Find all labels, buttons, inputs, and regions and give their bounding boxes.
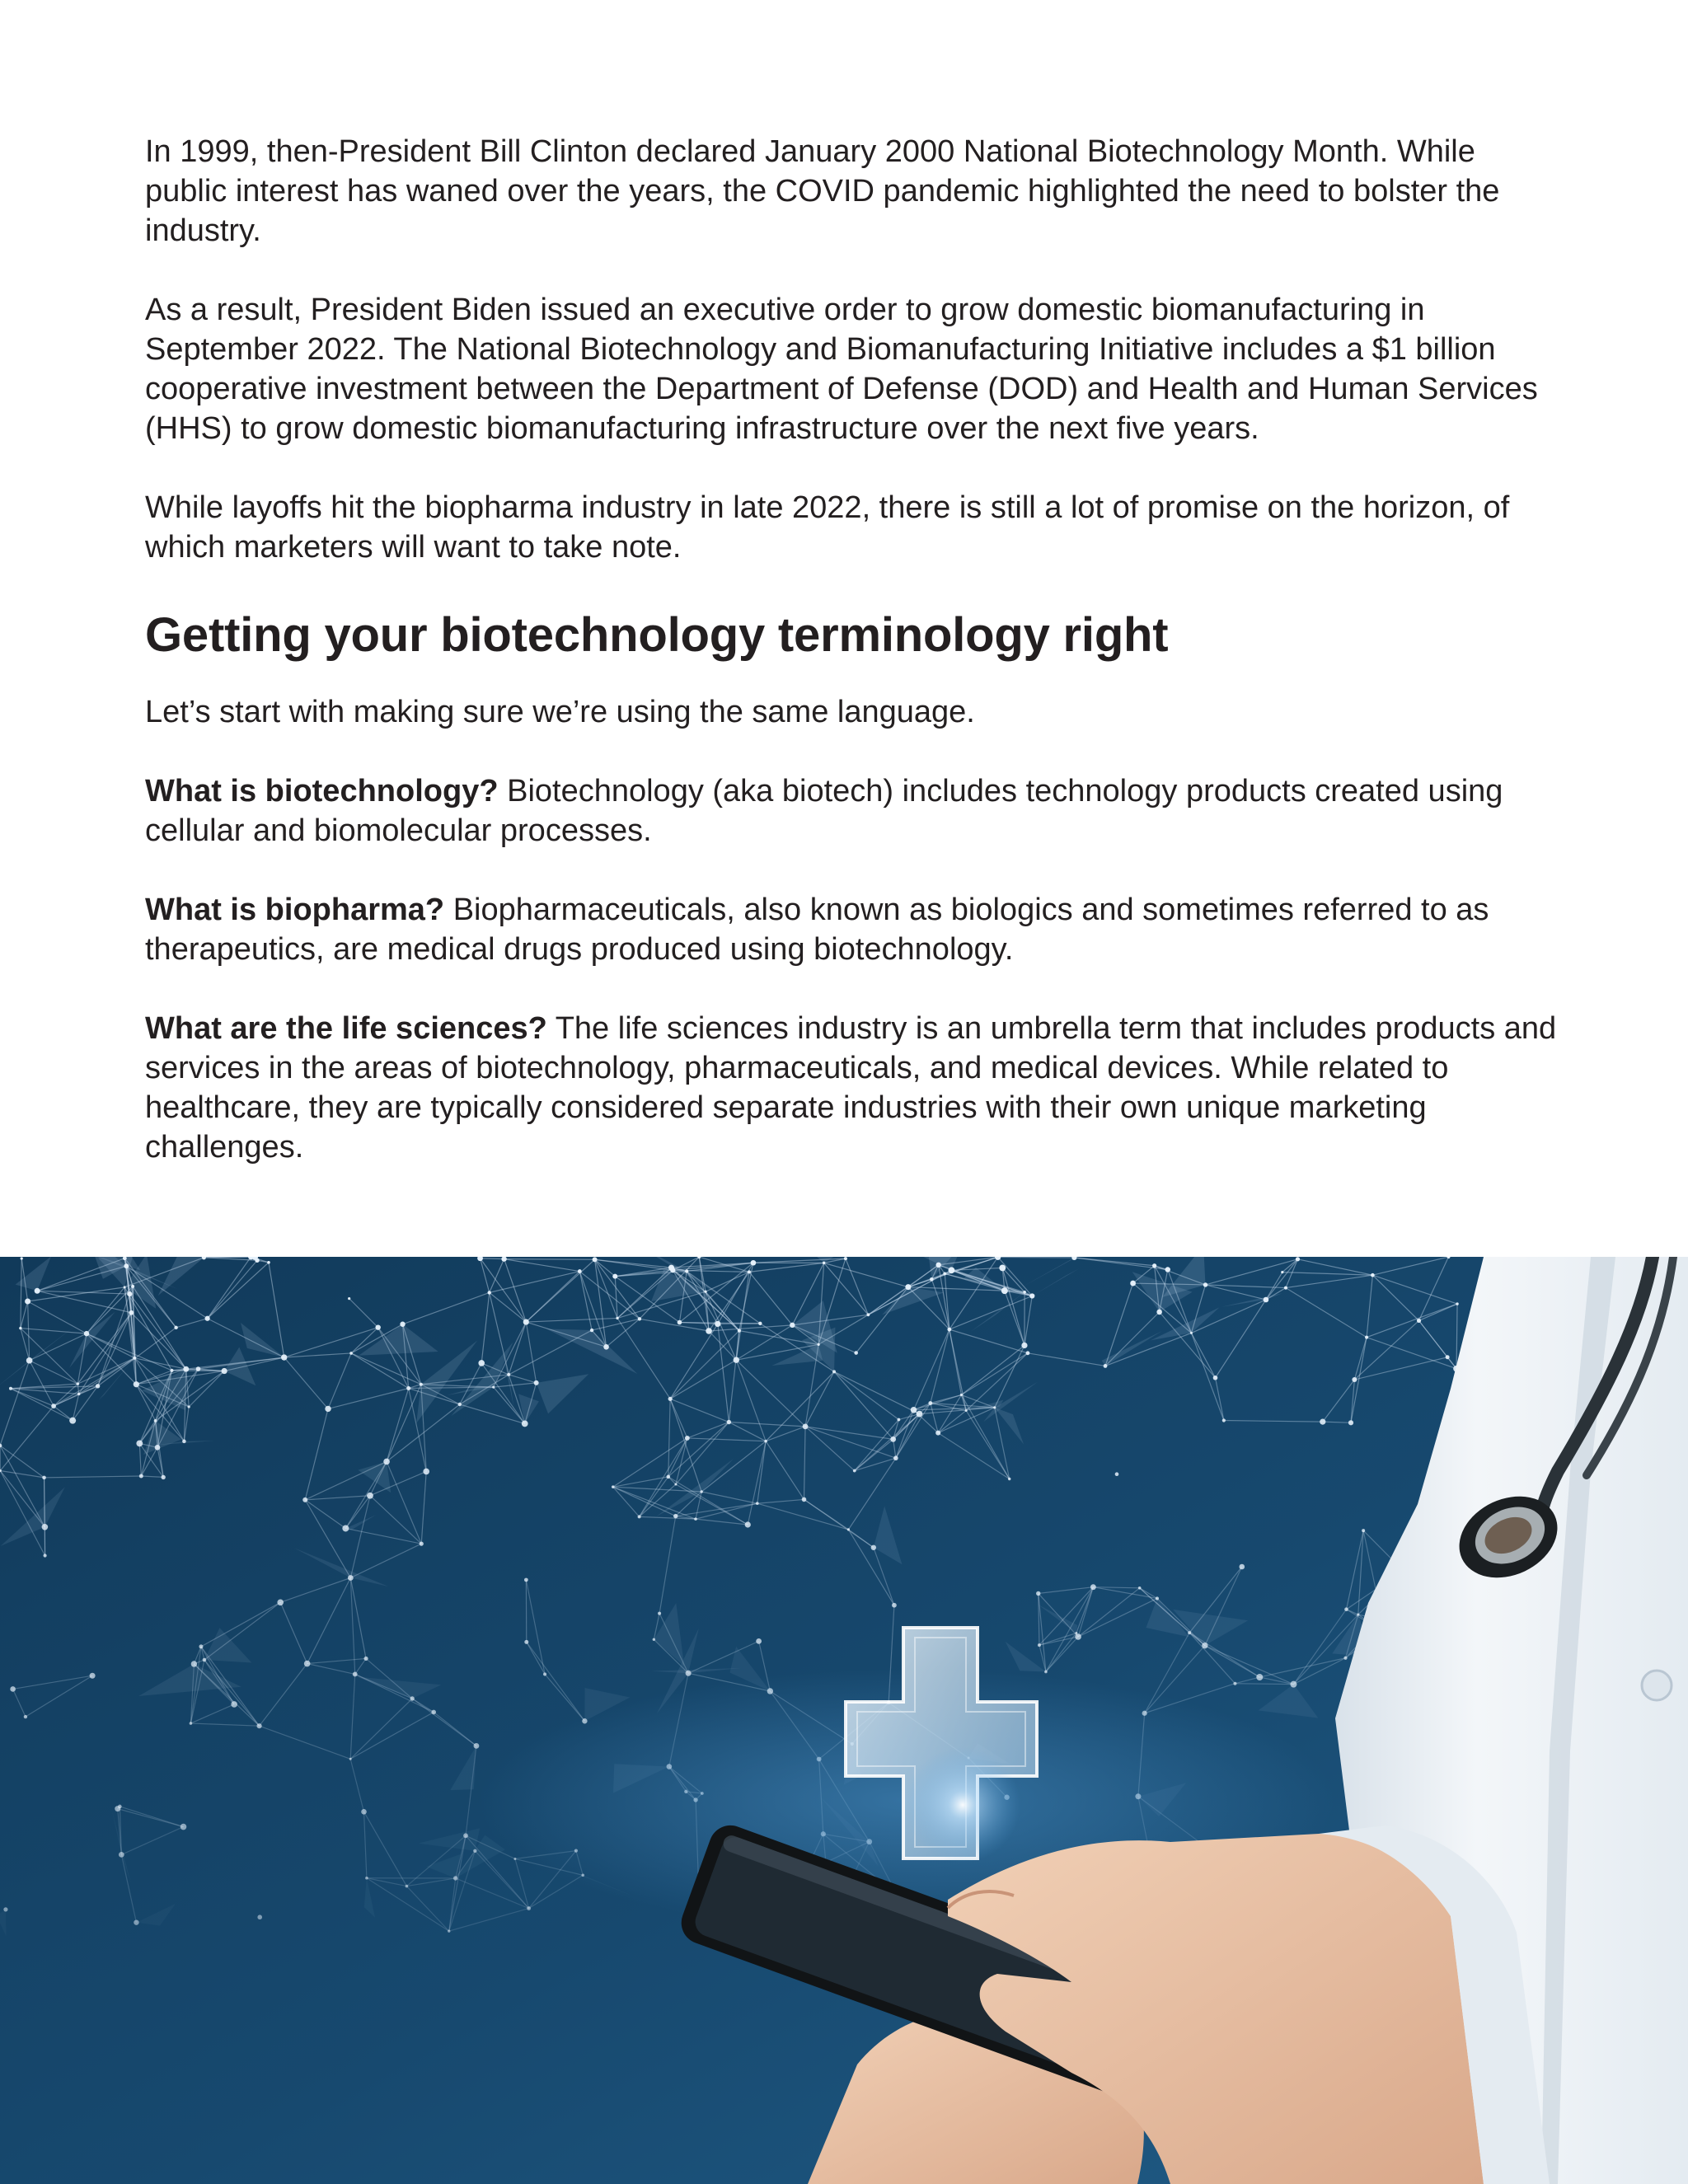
network-node bbox=[222, 1368, 227, 1374]
network-node bbox=[139, 1474, 143, 1478]
network-node bbox=[474, 1743, 480, 1749]
network-node bbox=[1233, 1682, 1236, 1685]
network-node bbox=[1284, 1286, 1287, 1290]
network-node bbox=[853, 1469, 856, 1473]
network-node bbox=[170, 1369, 173, 1372]
network-node bbox=[1365, 1336, 1368, 1339]
network-node bbox=[1239, 1564, 1245, 1570]
network-node bbox=[756, 1502, 759, 1505]
network-node bbox=[124, 1286, 126, 1288]
network-node bbox=[183, 1366, 189, 1372]
network-node bbox=[685, 1269, 688, 1272]
definition-biopharma bbox=[145, 890, 1563, 969]
network-node bbox=[423, 1469, 429, 1475]
network-node bbox=[854, 1351, 858, 1355]
network-node bbox=[1075, 1633, 1081, 1640]
network-node bbox=[734, 1357, 739, 1362]
network-node bbox=[134, 1919, 138, 1924]
network-node bbox=[302, 1497, 307, 1502]
network-node bbox=[1165, 1267, 1170, 1272]
network-node bbox=[1104, 1364, 1108, 1368]
network-node bbox=[348, 1575, 354, 1581]
network-node bbox=[24, 1715, 27, 1718]
article-body bbox=[145, 132, 1563, 1207]
network-node bbox=[1026, 1351, 1030, 1355]
network-node bbox=[666, 1475, 670, 1479]
network-node bbox=[543, 1672, 546, 1675]
network-node bbox=[612, 1274, 617, 1279]
network-node bbox=[653, 1638, 655, 1641]
network-node bbox=[96, 1384, 100, 1388]
network-node bbox=[1023, 1291, 1026, 1294]
network-line bbox=[504, 1259, 595, 1260]
network-node bbox=[1352, 1377, 1357, 1382]
network-node bbox=[1213, 1376, 1218, 1380]
network-node bbox=[700, 1490, 702, 1493]
network-node bbox=[1456, 1302, 1458, 1305]
network-node bbox=[9, 1387, 12, 1390]
definition-biotechnology bbox=[145, 771, 1563, 851]
network-node bbox=[1264, 1297, 1269, 1303]
network-node bbox=[1036, 1591, 1040, 1596]
network-node bbox=[365, 1877, 368, 1880]
network-node bbox=[803, 1423, 809, 1429]
hero-image bbox=[0, 1257, 1688, 2184]
network-node bbox=[898, 1418, 901, 1422]
network-node bbox=[818, 1343, 820, 1346]
network-node bbox=[1348, 1420, 1353, 1425]
definition-term: What is biotechnology? bbox=[145, 774, 499, 808]
network-node bbox=[706, 1328, 712, 1334]
network-node bbox=[115, 1806, 120, 1811]
network-node bbox=[3, 1907, 7, 1911]
network-node bbox=[1281, 1271, 1283, 1273]
definition-term: What is biopharma? bbox=[145, 893, 445, 927]
network-node bbox=[77, 1393, 81, 1396]
network-node bbox=[127, 1291, 132, 1296]
network-node bbox=[893, 1455, 898, 1460]
network-node bbox=[524, 1578, 528, 1582]
network-node bbox=[668, 1397, 673, 1401]
network-node bbox=[256, 1723, 261, 1728]
network-node bbox=[1202, 1643, 1207, 1648]
network-node bbox=[1008, 1478, 1010, 1480]
network-node bbox=[257, 1915, 262, 1919]
network-node bbox=[174, 1326, 177, 1329]
network-node bbox=[77, 1382, 80, 1385]
intro-paragraph-3: While layoffs hit the biopharma industry in late 2022, there is still a lot of promise on the horizon, of which marketers will want to take note. bbox=[145, 490, 1510, 565]
network-node bbox=[727, 1420, 731, 1424]
network-node bbox=[612, 1485, 615, 1488]
network-node bbox=[349, 1758, 352, 1760]
definition-term: What are the life sciences? bbox=[145, 1011, 547, 1046]
network-node bbox=[670, 1268, 675, 1272]
network-node bbox=[638, 1317, 641, 1320]
network-node bbox=[1343, 1657, 1347, 1660]
network-node bbox=[473, 1849, 476, 1853]
network-node bbox=[281, 1354, 287, 1360]
network-node bbox=[943, 1272, 946, 1276]
network-node bbox=[935, 1431, 940, 1436]
network-node bbox=[1222, 1418, 1226, 1422]
network-node bbox=[1115, 1472, 1119, 1476]
definition-text: Biotechnology (aka biotech) includes technology products created using cellular and biomolecular processes. bbox=[145, 774, 1503, 848]
network-node bbox=[1256, 1674, 1263, 1680]
network-node bbox=[463, 1833, 468, 1838]
network-node bbox=[960, 1394, 963, 1396]
network-node bbox=[965, 1409, 968, 1412]
network-node bbox=[353, 1672, 358, 1677]
network-node bbox=[349, 1352, 353, 1355]
network-node bbox=[181, 1824, 187, 1830]
section-lead: Let’s start with making sure we’re using the same language. bbox=[145, 695, 975, 729]
network-node bbox=[513, 1858, 516, 1860]
network-node bbox=[704, 1291, 706, 1293]
network-node bbox=[738, 1329, 741, 1332]
network-node bbox=[790, 1323, 795, 1328]
network-node bbox=[947, 1328, 951, 1332]
network-node bbox=[603, 1344, 609, 1350]
network-node bbox=[751, 1260, 757, 1266]
network-line bbox=[204, 1257, 255, 1258]
network-node bbox=[593, 1257, 598, 1262]
network-node bbox=[191, 1661, 197, 1666]
network-node bbox=[866, 1313, 870, 1316]
network-node bbox=[949, 1267, 955, 1273]
network-node bbox=[745, 1521, 751, 1527]
section-heading: Getting your biotechnology terminology right bbox=[145, 608, 1169, 662]
network-node bbox=[1188, 1631, 1191, 1634]
network-node bbox=[1362, 1529, 1365, 1532]
network-node bbox=[129, 1310, 134, 1315]
network-node bbox=[890, 1436, 896, 1442]
network-node bbox=[420, 1542, 424, 1546]
network-node bbox=[406, 1885, 409, 1888]
network-node bbox=[524, 1640, 528, 1644]
network-node bbox=[917, 1411, 923, 1418]
definition-life-sciences bbox=[145, 1009, 1563, 1167]
network-node bbox=[578, 1269, 582, 1273]
network-node bbox=[375, 1324, 380, 1329]
network-node bbox=[361, 1809, 367, 1815]
network-node bbox=[203, 1658, 207, 1662]
network-node bbox=[188, 1405, 190, 1408]
network-node bbox=[1296, 1257, 1300, 1261]
network-node bbox=[1156, 1596, 1159, 1600]
network-node bbox=[1190, 1332, 1193, 1334]
network-node bbox=[42, 1476, 46, 1480]
network-node bbox=[1001, 1287, 1008, 1294]
network-node bbox=[911, 1407, 917, 1413]
coat-button bbox=[1642, 1671, 1672, 1700]
network-node bbox=[1344, 1607, 1348, 1611]
network-node bbox=[1152, 1263, 1156, 1268]
intro-paragraph-2: As a result, President Biden issued an executive order to grow domestic biomanufacturing in September 2022. The National Biotechnology and Biomanufacturing Initiative includes a $1 billion cooperative investment between the Department of Defense (DOD) and Health and Human Services (HHS) to grow domestic biomanufacturing infrastructure over the next five years. bbox=[145, 293, 1538, 446]
network-node bbox=[748, 1270, 751, 1273]
network-node bbox=[131, 1285, 134, 1288]
network-node bbox=[523, 1319, 529, 1324]
network-node bbox=[527, 1906, 531, 1910]
network-node bbox=[25, 1299, 30, 1305]
network-node bbox=[638, 1515, 641, 1518]
network-node bbox=[410, 1696, 414, 1700]
network-node bbox=[802, 1497, 807, 1502]
network-node bbox=[367, 1493, 373, 1499]
network-node bbox=[823, 1262, 825, 1264]
network-node bbox=[10, 1686, 16, 1692]
network-node bbox=[383, 1459, 390, 1465]
network-node bbox=[35, 1288, 40, 1294]
network-node bbox=[199, 1644, 203, 1648]
network-node bbox=[1320, 1419, 1325, 1425]
network-node bbox=[190, 1722, 193, 1725]
network-node bbox=[342, 1525, 349, 1531]
network-node bbox=[764, 1440, 767, 1443]
network-node bbox=[1446, 1355, 1450, 1359]
network-node bbox=[1290, 1681, 1296, 1688]
network-node bbox=[928, 1401, 932, 1405]
definition-text: Biopharmaceuticals, also known as biologics and sometimes referred to as therapeutics, are medical drugs produced using biotechnology. bbox=[145, 893, 1489, 967]
network-node bbox=[507, 1373, 510, 1376]
network-node bbox=[999, 1265, 1006, 1272]
network-node bbox=[844, 1257, 847, 1260]
network-line bbox=[481, 1258, 504, 1259]
network-node bbox=[871, 1545, 876, 1550]
network-node bbox=[1090, 1584, 1096, 1590]
network-node bbox=[21, 1257, 23, 1259]
network-node bbox=[406, 1386, 410, 1390]
network-node bbox=[686, 1671, 692, 1676]
network-node bbox=[363, 1657, 368, 1661]
network-node bbox=[616, 1317, 618, 1319]
network-node bbox=[43, 1554, 46, 1557]
network-node bbox=[1203, 1282, 1207, 1286]
network-node bbox=[678, 1320, 682, 1325]
network-node bbox=[993, 1406, 996, 1408]
network-node bbox=[231, 1701, 237, 1708]
network-node bbox=[431, 1710, 436, 1715]
network-node bbox=[19, 1327, 21, 1329]
network-node bbox=[930, 1277, 934, 1282]
network-node bbox=[1156, 1310, 1162, 1315]
network-node bbox=[1038, 1643, 1041, 1647]
network-node bbox=[154, 1419, 157, 1422]
network-node bbox=[277, 1599, 284, 1605]
definition-text: The life sciences industry is an umbrella term that includes products and services in the areas of biotechnology, pharmaceuticals, and medical devices. While related to healthcare, they are typically considered separate industries with their own unique marketing challenges. bbox=[145, 1011, 1557, 1165]
network-node bbox=[155, 1445, 161, 1451]
cross-glow bbox=[905, 1747, 1020, 1863]
network-node bbox=[534, 1380, 539, 1385]
network-node bbox=[136, 1441, 143, 1447]
network-node bbox=[42, 1524, 49, 1530]
network-node bbox=[420, 1383, 423, 1386]
network-node bbox=[304, 1661, 311, 1667]
network-node bbox=[348, 1297, 350, 1300]
network-node bbox=[673, 1514, 678, 1518]
network-node bbox=[1029, 1293, 1034, 1298]
network-node bbox=[847, 1528, 850, 1530]
network-node bbox=[182, 1440, 186, 1444]
network-node bbox=[458, 1403, 462, 1406]
network-node bbox=[205, 1316, 210, 1321]
network-node bbox=[69, 1418, 76, 1424]
network-node bbox=[756, 1638, 762, 1644]
network-node bbox=[453, 1876, 457, 1880]
network-node bbox=[133, 1357, 136, 1360]
network-node bbox=[1371, 1273, 1375, 1277]
network-node bbox=[1044, 1671, 1048, 1674]
network-node bbox=[685, 1436, 690, 1441]
network-node bbox=[124, 1263, 129, 1268]
network-node bbox=[715, 1321, 720, 1327]
intro-paragraph-1: In 1999, then-President Bill Clinton declared January 2000 National Biotechnology Month. While public interest has waned over the years, the COVID pandemic highlighted the need to bolster the industry. bbox=[145, 134, 1500, 248]
network-node bbox=[196, 1366, 201, 1371]
network-node bbox=[892, 1603, 897, 1608]
network-node bbox=[90, 1673, 96, 1679]
network-node bbox=[119, 1852, 124, 1858]
network-node bbox=[694, 1517, 697, 1521]
hero-illustration bbox=[0, 1257, 1688, 2184]
network-node bbox=[1138, 1586, 1142, 1590]
network-node bbox=[448, 1929, 450, 1932]
network-node bbox=[1130, 1281, 1136, 1286]
network-node bbox=[1417, 1319, 1421, 1323]
network-node bbox=[325, 1406, 331, 1412]
network-node bbox=[522, 1421, 528, 1427]
network-node bbox=[51, 1404, 56, 1408]
network-node bbox=[674, 1483, 677, 1486]
network-node bbox=[267, 1261, 270, 1264]
network-line bbox=[998, 1257, 1075, 1258]
network-node bbox=[84, 1331, 89, 1336]
network-node bbox=[161, 1475, 165, 1479]
network-node bbox=[488, 1291, 491, 1294]
network-node bbox=[905, 1284, 911, 1290]
network-node bbox=[492, 1386, 495, 1389]
network-node bbox=[832, 1370, 836, 1373]
network-node bbox=[1075, 1632, 1077, 1634]
network-node bbox=[658, 1612, 661, 1615]
network-node bbox=[1357, 1614, 1359, 1616]
network-node bbox=[590, 1329, 593, 1332]
network-node bbox=[400, 1322, 405, 1327]
network-node bbox=[26, 1357, 33, 1364]
network-node bbox=[134, 1381, 139, 1387]
network-node bbox=[758, 1322, 762, 1325]
network-node bbox=[935, 1263, 940, 1268]
network-node bbox=[1021, 1343, 1027, 1348]
network-node bbox=[478, 1360, 485, 1366]
